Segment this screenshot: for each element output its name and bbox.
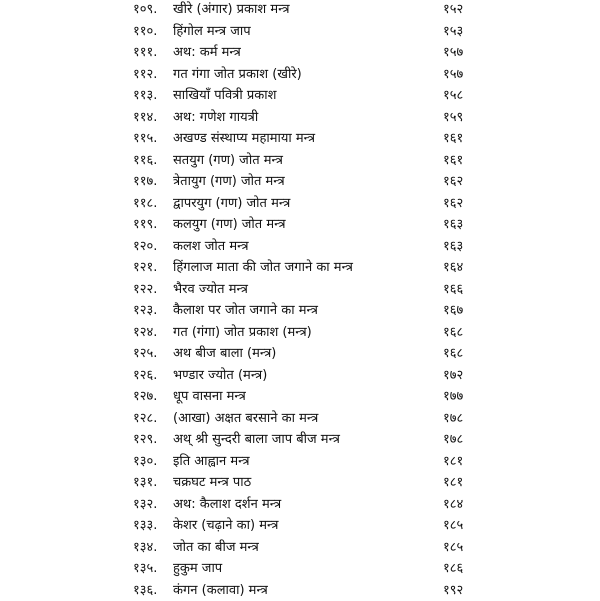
entry-title: इति आह्वान मन्त्र	[173, 451, 250, 473]
entry-page-number: १८५	[443, 515, 463, 537]
entry-page-number: १८६	[443, 558, 463, 580]
entry-page-number: १५३	[443, 21, 463, 43]
toc-entry	[0, 408, 600, 430]
entry-title: केशर (चढ़ाने का) मन्त्र	[173, 515, 278, 537]
entry-title: त्रेतायुग (गण) जोत मन्त्र	[173, 171, 285, 193]
toc-entry	[0, 21, 600, 43]
entry-number: ११३.	[133, 85, 185, 107]
entry-page-number: १५९	[443, 107, 463, 129]
entry-title: भण्डार ज्योत (मन्त्र)	[173, 365, 267, 387]
entry-page-number: १६२	[443, 171, 463, 193]
entry-page-number: १६६	[443, 279, 463, 301]
toc-entry	[0, 343, 600, 365]
entry-page-number: १६८	[443, 322, 463, 344]
entry-title: कलश जोत मन्त्र	[173, 236, 249, 258]
entry-title: खीरे (अंगार) प्रकाश मन्त्र	[173, 0, 290, 21]
entry-number: ११०.	[133, 21, 185, 43]
entry-title: द्वापरयुग (गण) जोत मन्त्र	[173, 193, 290, 215]
entry-number: १३६.	[133, 580, 185, 601]
entry-number: १०९.	[133, 0, 185, 21]
toc-entry	[0, 537, 600, 559]
entry-page-number: १६३	[443, 214, 463, 236]
toc-entry	[0, 429, 600, 451]
entry-number: ११५.	[133, 128, 185, 150]
toc-entry	[0, 279, 600, 301]
entry-page-number: १६१	[443, 128, 463, 150]
entry-title: अथ: कर्म मन्त्र	[173, 42, 241, 64]
entry-title: अथ् श्री सुन्दरी बाला जाप बीज मन्त्र	[173, 429, 340, 451]
toc-entry	[0, 214, 600, 236]
entry-title: धूप वासना मन्त्र	[173, 386, 246, 408]
toc-entry	[0, 236, 600, 258]
entry-page-number: १७७	[443, 386, 463, 408]
toc-entry	[0, 515, 600, 537]
entry-page-number: १७८	[443, 429, 463, 451]
entry-number: १२८.	[133, 408, 185, 430]
entry-number: १३५.	[133, 558, 185, 580]
toc-entry	[0, 128, 600, 150]
toc-entry	[0, 257, 600, 279]
toc-entry	[0, 150, 600, 172]
entry-page-number: १६२	[443, 193, 463, 215]
toc-entry	[0, 300, 600, 322]
entry-title: साखियाँ पवित्री प्रकाश	[173, 85, 276, 107]
toc-entry	[0, 386, 600, 408]
entry-title: अथ: गणेश गायत्री	[173, 107, 258, 129]
entry-number: १२३.	[133, 300, 185, 322]
entry-number: १२९.	[133, 429, 185, 451]
toc-entry	[0, 558, 600, 580]
entry-title: अखण्ड संस्थाप्य महामाया मन्त्र	[173, 128, 315, 150]
entry-number: १३१.	[133, 472, 185, 494]
entry-page-number: १६१	[443, 150, 463, 172]
entry-page-number: १८४	[443, 494, 463, 516]
entry-number: १३०.	[133, 451, 185, 473]
entry-title: कंगन (कलावा) मन्त्र	[173, 580, 268, 601]
entry-title: सतयुग (गण) जोत मन्त्र	[173, 150, 283, 172]
entry-page-number: १६७	[443, 300, 463, 322]
entry-number: १२२.	[133, 279, 185, 301]
toc-entry	[0, 64, 600, 86]
entry-title: कैलाश पर जोत जगाने का मन्त्र	[173, 300, 318, 322]
entry-number: १३४.	[133, 537, 185, 559]
entry-page-number: १७२	[443, 365, 463, 387]
toc-entry	[0, 494, 600, 516]
entry-page-number: १९२	[443, 580, 463, 601]
entry-title: अथ बीज बाला (मन्त्र)	[173, 343, 276, 365]
entry-number: ११९.	[133, 214, 185, 236]
entry-number: १२७.	[133, 386, 185, 408]
entry-number: १२६.	[133, 365, 185, 387]
entry-number: १११.	[133, 42, 185, 64]
entry-title: गत गंगा जोत प्रकाश (खीरे)	[173, 64, 302, 86]
entry-number: १२४.	[133, 322, 185, 344]
entry-title: गत (गंगा) जोत प्रकाश (मन्त्र)	[173, 322, 312, 344]
entry-page-number: १५७	[443, 64, 463, 86]
entry-page-number: १७८	[443, 408, 463, 430]
entry-number: ११६.	[133, 150, 185, 172]
entry-title: अथ: कैलाश दर्शन मन्त्र	[173, 494, 281, 516]
entry-page-number: १५२	[443, 0, 463, 21]
entry-title: जोत का बीज मन्त्र	[173, 537, 259, 559]
entry-number: ११४.	[133, 107, 185, 129]
toc-entry	[0, 193, 600, 215]
toc-entry	[0, 42, 600, 64]
entry-number: १३३.	[133, 515, 185, 537]
entry-page-number: १५८	[443, 85, 463, 107]
entry-title: (आखा) अक्षत बरसाने का मन्त्र	[173, 408, 318, 430]
toc-entry	[0, 107, 600, 129]
entry-title: हुकुम जाप	[173, 558, 222, 580]
entry-number: ११८.	[133, 193, 185, 215]
toc-entry	[0, 85, 600, 107]
entry-title: हिंगलाज माता की जोत जगाने का मन्त्र	[173, 257, 353, 279]
entry-number: १२५.	[133, 343, 185, 365]
toc-entry	[0, 0, 600, 21]
entry-number: ११७.	[133, 171, 185, 193]
entry-number: १२१.	[133, 257, 185, 279]
toc-entry	[0, 580, 600, 601]
entry-page-number: १६३	[443, 236, 463, 258]
toc-entry	[0, 365, 600, 387]
entry-page-number: १५७	[443, 42, 463, 64]
toc-entry	[0, 451, 600, 473]
entry-number: १३२.	[133, 494, 185, 516]
entry-number: ११२.	[133, 64, 185, 86]
entry-page-number: १८१	[443, 472, 463, 494]
entry-page-number: १६८	[443, 343, 463, 365]
entry-page-number: १८१	[443, 451, 463, 473]
toc-entry	[0, 472, 600, 494]
entry-title: चक्रघट मन्त्र पाठ	[173, 472, 251, 494]
entry-page-number: १८५	[443, 537, 463, 559]
entry-title: भैरव ज्योत मन्त्र	[173, 279, 248, 301]
entry-page-number: १६४	[443, 257, 463, 279]
toc-entry	[0, 322, 600, 344]
entry-title: कलयुग (गण) जोत मन्त्र	[173, 214, 286, 236]
toc-entry	[0, 171, 600, 193]
entry-title: हिंगोल मन्त्र जाप	[173, 21, 251, 43]
entry-number: १२०.	[133, 236, 185, 258]
